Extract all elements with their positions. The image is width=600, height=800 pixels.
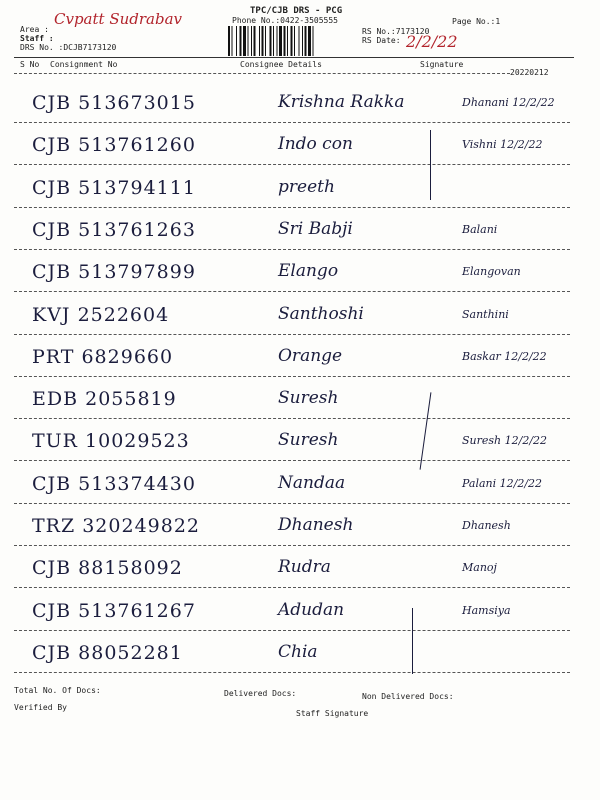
consignment-number: CJB 513794111 xyxy=(32,176,196,199)
consignee-name: Suresh xyxy=(278,430,339,451)
row-divider xyxy=(14,460,570,461)
staff-label: Staff : xyxy=(20,34,54,43)
column-consignment: Consignment No xyxy=(50,60,118,69)
bracket-mark xyxy=(412,608,413,674)
area-value: Cvpatt Sudrabav xyxy=(54,10,182,28)
consignment-number: CJB 513673015 xyxy=(32,92,196,114)
row-divider xyxy=(14,122,570,123)
recipient-signature: Hamsiya xyxy=(462,603,511,617)
consignment-number: CJB 513761267 xyxy=(32,599,196,622)
consignee-name: Orange xyxy=(278,345,343,366)
recipient-signature: Elangovan xyxy=(462,265,521,279)
consignment-number: KVJ 2522604 xyxy=(32,303,170,326)
column-signature: Signature xyxy=(420,60,464,69)
row-divider xyxy=(14,587,570,588)
staff-signature-label: Staff Signature xyxy=(296,709,369,718)
consignee-name: Suresh xyxy=(278,388,339,409)
consignment-number: PRT 6829660 xyxy=(32,345,174,368)
column-consignee: Consignee Details xyxy=(240,60,322,69)
recipient-signature: Manoj xyxy=(462,561,497,575)
consignee-name: preeth xyxy=(278,176,335,197)
consignment-number: CJB 88158092 xyxy=(32,557,183,580)
row-divider xyxy=(14,376,570,377)
verified-by-label: Verified By xyxy=(14,703,67,712)
consignee-name: Krishna Rakka xyxy=(278,92,405,112)
consignee-name: Nandaa xyxy=(278,472,346,493)
row-divider xyxy=(14,545,570,546)
non-delivered-docs-label: Non Delivered Docs: xyxy=(362,692,454,701)
rs-date-value: 2/2/22 xyxy=(406,32,458,51)
row-divider xyxy=(14,630,570,631)
row-divider xyxy=(14,334,570,335)
recipient-signature: Dhanani 12/2/22 xyxy=(462,96,555,109)
column-sno: S No xyxy=(20,60,40,69)
area-label: Area : xyxy=(20,25,49,34)
rs-date-label: RS Date: xyxy=(362,36,401,45)
recipient-signature: Vishni 12/2/22 xyxy=(462,138,543,152)
recipient-signature: Palani 12/2/22 xyxy=(462,476,543,490)
row-divider xyxy=(14,418,570,419)
recipient-signature: Dhanesh xyxy=(462,519,511,532)
consignee-name: Dhanesh xyxy=(278,515,354,535)
consignee-name: Sri Babji xyxy=(278,218,353,239)
row-divider xyxy=(14,672,570,673)
consignment-number: CJB 513761260 xyxy=(32,134,196,157)
phone-number: Phone No.:0422-3505555 xyxy=(232,16,338,25)
consignment-number: CJB 88052281 xyxy=(32,641,183,664)
page-number: Page No.:1 xyxy=(452,17,501,26)
row-divider xyxy=(14,291,570,292)
consignee-name: Adudan xyxy=(278,599,345,620)
rs-number: RS No.:7173120 xyxy=(362,27,430,36)
consignee-name: Indo con xyxy=(278,134,353,155)
row-divider xyxy=(14,503,570,504)
consignee-name: Chia xyxy=(278,641,318,662)
recipient-signature: Suresh 12/2/22 xyxy=(462,434,548,448)
delivered-docs-label: Delivered Docs: xyxy=(224,689,297,698)
column-header-rule xyxy=(14,73,510,74)
consignment-number: TUR 10029523 xyxy=(32,430,190,453)
barcode xyxy=(228,26,356,56)
row-divider xyxy=(14,207,570,208)
recipient-signature: Baskar 12/2/22 xyxy=(462,349,547,363)
header-divider xyxy=(14,57,574,58)
bracket-mark xyxy=(420,392,432,469)
consignment-number: TRZ 320249822 xyxy=(32,515,201,537)
drs-number: DRS No. :DCJB7173120 xyxy=(20,43,117,52)
date-stamp: 20220212 xyxy=(510,68,549,77)
total-docs-label: Total No. Of Docs: xyxy=(14,686,101,695)
report-title: TPC/CJB DRS - PCG xyxy=(250,6,343,16)
recipient-signature: Balani xyxy=(462,222,498,236)
consignee-name: Rudra xyxy=(278,557,331,578)
row-divider xyxy=(14,164,570,165)
row-divider xyxy=(14,249,570,250)
bracket-mark xyxy=(430,130,431,200)
consignee-name: Elango xyxy=(278,261,339,282)
recipient-signature: Santhini xyxy=(462,307,509,321)
consignee-name: Santhoshi xyxy=(278,303,364,324)
consignment-number: CJB 513761263 xyxy=(32,218,196,241)
consignment-number: CJB 513374430 xyxy=(32,472,196,495)
consignment-number: EDB 2055819 xyxy=(32,388,177,411)
consignment-number: CJB 513797899 xyxy=(32,261,196,284)
